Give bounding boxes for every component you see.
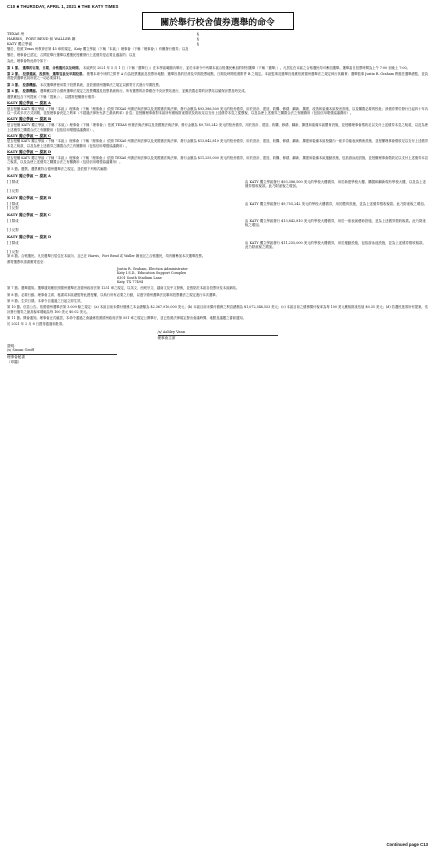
section-paragraph: 第 1 節。 選舉的召集、日期、合格選民以及時間。 本區將於 2021 年 5 月 1 日（下稱「選舉日」）在本學區範圍內舉行，並於本命令中列載本區合格選民參加的特別選舉（下稱「選舉」）。凡居住在本區之合格選民均可參加選舉。選舉當日投票時間為上午 7:00 至晚上 7:00。 (7, 65, 410, 70)
president-signature-block (7, 330, 428, 341)
party-name: KATY 獨立學區 (7, 42, 33, 46)
ballot-for-option: [ ] 贊成 (7, 219, 19, 223)
effective-date-paragraph: 第 9 節。生效日期。本命令自通過之日起立即生效。 (7, 298, 84, 303)
page-footer (7, 842, 428, 847)
ballot-text: 由 KATY 獨立學區發行 $9,755,242 美元的學校大樓債券，用於體育設施，並為上述債券徵收稅款。此乃財產稅之增加。 (245, 201, 428, 206)
proposition-text: 是否授權 KATY 獨立學區（下稱「本區」）理事會（下稱「理事會」）依照 TEXAS 州憲法與法律以及美國憲法與法律，發行金額為 $9,755,242 美元的校舍債券，用於設計、建造、收購、修繕、翻新、擴建和裝備本區體育設施，並授權理事會徵收足以支付上述債券本息之稅款，以及為使上述債券之購置合法之有關費用（包括信用增強協議費用）。 (7, 123, 428, 132)
proposition-text: 是否授權 KATY 獨立學區（下稱「本區」）理事會（下稱「理事會」）依照 TEXAS 州憲法與法律以及美國憲法與法律，發行金額為 $13,842,810 美元的校舍債券，用於設計、建造、收購、修繕、翻新、擴建和裝備本區校園內一座多功能表演藝術設施，並授權理事會徵收足以支付上述債券本息之稅款，以及為使上述債券之購置合法之有關費用（包括信用增強協議費用）。 (7, 139, 428, 149)
information-paragraph: 第 10 節。信息公告。依照德州選舉法第 3.009 條之規定：(a) 本區目前未償付債務之本金總額為 $2,367,910,000 美元；(b) 本區目前未償付債務之利息總額為 $1,072,546,553 美元；(c) 本區目前之債務償付稅率為每 100 美元應稅財產估值 $0.35 美元；(d) 若選民批准所有提案，估計發行債券之最高稅率增幅為每 100 美元 $0.02 美元。 (7, 305, 428, 314)
intro-paragraph: 鑒於，依照 Texas 州教育法第 45 章的規定，Katy 獨立學區（下稱「本區」）理事會（下稱「理事會」）有權發行債券；以及 (7, 47, 189, 51)
section-paragraph: 第 4 節。 投票機器。 選舉應以符合德州選舉法規定之投票機器及投票系統執行。所有選票的計算應在中央計票站進行，並應設置必要的計票站以確保計票及時完成。 (7, 88, 248, 93)
ballot-text: 由 KATY 獨立學區發行 $93,386,500 美元的學校大樓債券，用於新建學校大樓、購置和翻新現有學校大樓，以及為上述債券徵收稅款。此乃財產稅之增加。 (245, 179, 426, 189)
propositions-intro: 選票應包含下列提案（下稱「提案」），以獲准授權發行債券： (7, 94, 98, 99)
secretary-title: 理事會秘書 (7, 354, 25, 359)
mailing-address (117, 267, 428, 285)
proposition-heading: KATY 獨立學區 — 提案 D (7, 150, 52, 155)
action-paragraph: 第 8 節。必要行動。理事會主席、秘書或本區總監特此獲授權，以執行所有必要之行動，以遵守德州選舉法及聯邦投票權法之規定進行本次選舉。 (7, 292, 219, 297)
propositions-block (7, 101, 428, 165)
sections-block (7, 66, 428, 94)
secretary-signature: /s/ Susan Groff (7, 348, 34, 353)
ballot-row (7, 180, 428, 193)
attest-label: 證明： (7, 343, 18, 348)
notice-paragraph: 第 7 節。選舉通知。選舉通知應依照德州選舉法及德州政府法第 1251 章之規定，以英文、西班牙文、越南文及中文發佈，並張貼於本區各投票所及本區網站。 (7, 286, 240, 291)
proposition-heading: KATY 獨立學區 — 提案 A (7, 101, 51, 106)
section-mark: § (197, 32, 199, 36)
ballot-proposition-heading: KATY 獨立學區 — 提案 D (7, 234, 52, 239)
proposition-text: 是否授權 KATY 獨立學區（下稱「本區」）理事會（下稱「理事會」）依照 TEXAS 州憲法與法律以及美國憲法與法律，發行金額為 $11,255,000 美元的校舍債券，用於設計、建造、收購、修繕、翻新、擴建和裝備本區運動設施，包括游泳池設施，並授權理事會徵收足以支付上述債券本息之稅款，以及為使上述債券之購置合法之有關費用（包括信用增強協議費用）。 (7, 155, 428, 165)
ballot-against-option: [ ] 反對 (7, 206, 19, 210)
open-meeting-paragraph: 第 11 節。開會通知。理事會正式確認，本命令通過之會議係依照德州政府法第 551 章之規定公開舉行，並已依照法律規定發出會議時間、地點及議題之書面通知。 (7, 315, 246, 320)
address-line: 6301 South Stadium Lane (117, 275, 162, 280)
ballot-row (7, 219, 428, 232)
ballot-for-option: [ ] 贊成 (7, 179, 19, 184)
ballot-text: 由 KATY 獨立學區發行 $11,255,000 美元的學校大樓債券，用於運動設施，包括游泳池設施，並為上述債券徵收稅款。此乃財產稅之增加。 (245, 240, 426, 250)
eligible-voters-paragraph: 第 6 節。合格選民。凡於選舉日居住在本區內、且已在 Harris、Fort Bend 或 Waller 縣登記之合格選民，均有權參加本次選舉投票。 (7, 254, 206, 259)
resolution-paragraph: 為此，理事會特此命令如下： (7, 59, 50, 64)
ballot-text: 由 KATY 獨立學區發行 $13,842,810 美元的學校大樓債券，用於一座表演藝術設施，並為上述債券徵收稅款。此乃財產稅之增加。 (245, 219, 426, 228)
address-line: Justin R. Graham, Election Administrator (117, 266, 188, 271)
party-name: HARRIS、FORT BEND 和 WALLER 縣 (7, 37, 76, 41)
ballot-against-option: [ ] 反對 (7, 188, 19, 193)
section-mark: § (197, 42, 199, 46)
ballot-proposition-heading: KATY 獨立學區 — 提案 A (7, 173, 51, 178)
section-mark: § (197, 37, 199, 41)
ballot-row (7, 202, 428, 211)
ballot-row (7, 241, 428, 254)
proposition-text: 是否授權 KATY 獨立學區（下稱「本區」）理事會（下稱「理事會」）依照 TEXAS 州憲法與法律以及美國憲法與法律，發行金額為 $93,386,500 美元的校舍債券，用於設計、建造、收購、修繕、翻新、擴建、改善和裝備本區校舍設施，以及購置必要的校址；該債券將於發行日起四十年內以一次或多次方式到期，並按理事會決定之利率（不超過法律所允許之最高利率）計息；並授權理事會對本區所有應稅財產徵收及收取足以支付上述債券本息之從價稅，以及為使上述債券之購置合法之有關費用（包括信用增強協議費用）。 (7, 106, 428, 116)
ballot-proposition-heading: KATY 獨立學區 — 提案 B (7, 195, 52, 200)
proposition-heading: KATY 獨立學區 — 提案 B (7, 117, 52, 122)
ballot-for-option: [ ] 贊成 (7, 201, 19, 206)
continued-page-label: Continued page C13 (386, 842, 428, 847)
mail-ballot-paragraph: 郵寄選票申請書應寄送至： (7, 260, 47, 265)
ballot-proposition-heading: KATY 獨立學區 — 提案 C (7, 213, 51, 217)
ballot-forms (7, 174, 428, 254)
secretary-signature-block (7, 344, 117, 364)
document-title: 關於舉行校舍債券選舉的命令 (142, 12, 294, 30)
president-title: 理事會主席 (157, 336, 176, 341)
masthead (7, 3, 428, 10)
president-signature: /s/ Ashley Vann (157, 329, 186, 334)
ballot-against-option: [ ] 反對 (7, 227, 19, 232)
proposition-heading: KATY 獨立學區 — 提案 C (7, 133, 51, 138)
ballot-section-paragraph: 第 5 節。選票。選票應符合德州選舉法之規定，並依照下列格式編製： (7, 166, 111, 171)
address-line: Katy I.S.D., Education Support Complex (117, 271, 186, 276)
parties-block (7, 32, 428, 47)
ballot-against-option: [ ] 反對 (7, 249, 19, 254)
section-paragraph: 第 2 節。 投票選區、投票所、選舉官員及早期投票。 簽署本命令所附之附件 A 內為投票選區及投票所地點；選舉官員的任命及早期投票地點、日期及時間依照附件 B 之規定。本區監事及選舉官員應依照德州選舉法之規定執行其職責；選舉監事 Justin R. Graham 將擔任選舉總監，並負責提供選舉官員所需之一切必要資料。 (7, 71, 428, 81)
seal-label: （印鑑） (7, 359, 22, 364)
address-line: Katy, TX 77494 (117, 280, 144, 285)
intro-paragraph: 鑒於，理事會已認定，召開並舉行選舉以獲選民授權發行上述債券是必要且適當的；以及 (7, 53, 136, 58)
section-paragraph: 第 3 節。 投票機器。 本次選舉將使用電子投票系統，並依照德州選舉法之規定以郵寄方式進行早期投票。 (7, 82, 163, 87)
passed-date: 於 2021 年 2 月 8 日獲得通過和批准。 (7, 321, 66, 326)
party-name: TEXAS 州 (7, 32, 25, 36)
masthead-left: C10 ■ THURSDAY, APRIL 1, 2021 ■ THE KATY TIMES (7, 4, 119, 9)
ballot-for-option: [ ] 贊成 (7, 240, 19, 245)
